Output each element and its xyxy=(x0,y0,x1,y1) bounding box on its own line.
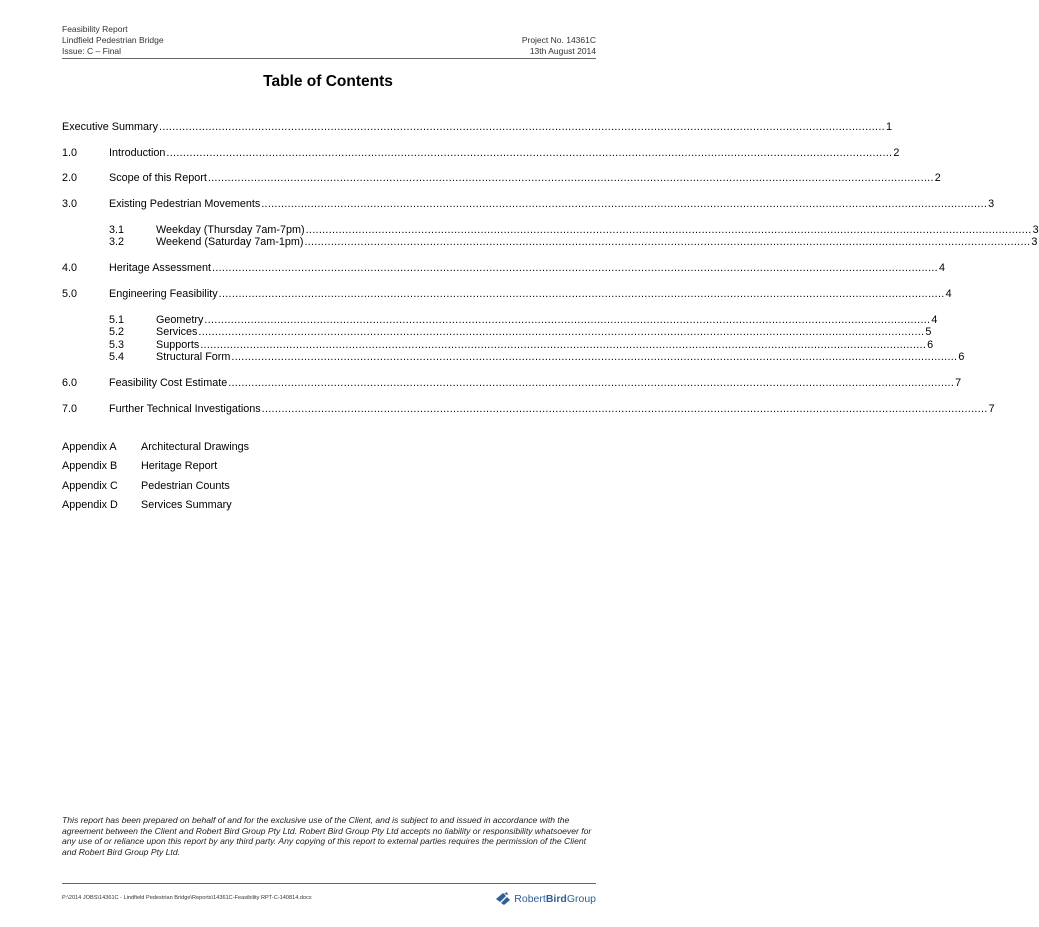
toc-section-number: 6.0 xyxy=(62,377,78,389)
toc-entry[interactable] xyxy=(62,403,995,416)
toc-section-number: 2.0 xyxy=(62,172,78,184)
toc-page-number: 6 xyxy=(958,351,965,363)
appendix-id: Appendix D xyxy=(62,499,118,511)
toc-entry-title: Structural Form xyxy=(156,351,231,363)
toc-dot-leader: ............................................................................................................................................................................................................................ xyxy=(166,147,893,159)
header-issue: Issue: C – Final xyxy=(62,46,122,56)
toc-entry[interactable] xyxy=(62,121,892,134)
appendix-title: Architectural Drawings xyxy=(141,441,250,453)
toc-entry[interactable] xyxy=(62,147,900,160)
header-right xyxy=(522,35,596,57)
toc-page-number: 3 xyxy=(988,198,995,210)
header-report-type: Feasibility Report xyxy=(62,24,128,34)
toc-entry-title: Scope of this Report xyxy=(109,172,207,184)
header-divider xyxy=(62,58,596,59)
toc-dot-leader: ............................................................................................................................................................................................................................ xyxy=(159,121,885,133)
toc-entry-title: Geometry xyxy=(156,314,204,326)
toc-entry[interactable] xyxy=(62,377,962,390)
toc-page-number: 5 xyxy=(925,326,932,338)
toc-entry[interactable] xyxy=(62,326,932,339)
header-project-name: Lindfield Pedestrian Bridge xyxy=(62,35,164,45)
toc-subsection-number: 3.1 xyxy=(109,224,125,236)
header-project-number: Project No. 14361C xyxy=(521,35,596,45)
toc-entry-title: Services xyxy=(156,326,198,338)
toc-dot-leader: ............................................................................................................................................................................................................................ xyxy=(228,377,955,389)
header-left xyxy=(62,24,164,57)
toc-entry[interactable] xyxy=(62,236,1038,249)
toc-subsection-number: 5.1 xyxy=(109,314,125,326)
toc-section-number: 5.0 xyxy=(62,288,78,300)
logo-word-bird: Bird xyxy=(545,893,567,905)
toc-entry[interactable] xyxy=(62,288,952,301)
toc-dot-leader: ............................................................................................................................................................................................................................ xyxy=(305,224,1032,236)
appendix-title: Heritage Report xyxy=(141,460,218,472)
toc-page-number: 4 xyxy=(945,288,952,300)
toc-page-number: 2 xyxy=(893,147,900,159)
disclaimer-text: This report has been prepared on behalf of and for the exclusive use of the Client, and is subject to and issued in accordance with the agreement between the Client and Robert Bird Group Pty Ltd. Robert Bird Group Pty Ltd accepts no liability or responsibility whatsoever for any use of or reliance upon this report by any third party. Any copying of this report to external parties requires the permission of the Client and Robert Bird Group Pty Ltd. xyxy=(62,815,592,857)
company-logo xyxy=(495,892,596,906)
toc-page-number: 2 xyxy=(934,172,941,184)
toc-entry-title: Feasibility Cost Estimate xyxy=(109,377,228,389)
toc-entry-title: Executive Summary xyxy=(62,121,159,133)
toc-entry-line xyxy=(109,198,995,211)
appendix-id: Appendix A xyxy=(62,441,117,453)
toc-entry-title: Weekend (Saturday 7am-1pm) xyxy=(156,236,304,248)
toc-entry-title: Engineering Feasibility xyxy=(109,288,218,300)
appendix-id: Appendix C xyxy=(62,480,118,492)
toc-entry-line xyxy=(109,262,945,275)
toc-section-number: 3.0 xyxy=(62,198,78,210)
toc-entry-line xyxy=(156,326,932,339)
toc-entry-line xyxy=(156,236,1038,249)
footer-file-path: P:\2014 JOBS\14361C - Lindfield Pedestrian Bridge\Reports\14361C-Feasibility RPT-C-140814.docx xyxy=(62,895,312,901)
appendix-title: Pedestrian Counts xyxy=(141,480,230,492)
toc-entry[interactable] xyxy=(62,198,995,211)
toc-entry-title: Heritage Assessment xyxy=(109,262,212,274)
toc-entry-line xyxy=(109,288,952,301)
toc-entry-line xyxy=(156,351,965,364)
toc-subsection-number: 3.2 xyxy=(109,236,125,248)
toc-section-number: 7.0 xyxy=(62,403,78,415)
toc-dot-leader: ............................................................................................................................................................................................................................ xyxy=(212,262,938,274)
toc-page-number: 7 xyxy=(988,403,995,415)
toc-entry-title: Supports xyxy=(156,339,200,351)
toc-entry[interactable] xyxy=(62,351,965,364)
header-date: 13th August 2014 xyxy=(529,46,596,56)
toc-dot-leader: ............................................................................................................................................................................................................................ xyxy=(304,236,1031,248)
toc-page-number: 3 xyxy=(1031,236,1038,248)
toc-entry-title: Introduction xyxy=(109,147,166,159)
toc-entry-line xyxy=(109,377,962,390)
toc-dot-leader: ............................................................................................................................................................................................................................ xyxy=(231,351,958,363)
toc-dot-leader: ............................................................................................................................................................................................................................ xyxy=(207,172,934,184)
toc-subsection-number: 5.4 xyxy=(109,351,125,363)
toc-page-number: 4 xyxy=(938,262,945,274)
toc-entry-line xyxy=(62,121,892,134)
toc-entry-title: Weekday (Thursday 7am-7pm) xyxy=(156,224,305,236)
toc-dot-leader: ............................................................................................................................................................................................................................ xyxy=(261,198,988,210)
logo-word-group: Group xyxy=(566,893,596,905)
toc-entry[interactable] xyxy=(62,172,941,185)
toc-page-number: 7 xyxy=(955,377,962,389)
bird-logo-icon xyxy=(495,892,511,906)
toc-dot-leader: ............................................................................................................................................................................................................................ xyxy=(261,403,988,415)
toc-section-number: 4.0 xyxy=(62,262,78,274)
toc-entry[interactable] xyxy=(62,262,945,275)
footer-divider xyxy=(62,883,596,884)
toc-page-number: 1 xyxy=(885,121,892,133)
toc-entry-line xyxy=(109,403,995,416)
toc-page-number: 4 xyxy=(931,314,938,326)
appendix-id: Appendix B xyxy=(62,460,118,472)
page-title: Table of Contents xyxy=(263,73,393,90)
toc-dot-leader: ............................................................................................................................................................................................................................ xyxy=(218,288,945,300)
logo-wordmark xyxy=(514,893,596,905)
appendix-title: Services Summary xyxy=(141,499,232,511)
toc-entry-title: Existing Pedestrian Movements xyxy=(109,198,261,210)
toc-entry-line xyxy=(109,147,900,160)
toc-section-number: 1.0 xyxy=(62,147,78,159)
toc-subsection-number: 5.2 xyxy=(109,326,125,338)
toc-dot-leader: ............................................................................................................................................................................................................................ xyxy=(198,326,925,338)
toc-page-number: 3 xyxy=(1032,224,1039,236)
toc-entry-line xyxy=(109,172,941,185)
toc-dot-leader: ............................................................................................................................................................................................................................ xyxy=(200,339,927,351)
logo-word-robert: Robert xyxy=(514,893,546,905)
toc-dot-leader: ............................................................................................................................................................................................................................ xyxy=(204,314,931,326)
toc-page-number: 6 xyxy=(927,339,934,351)
toc-entry-title: Further Technical Investigations xyxy=(109,403,261,415)
toc-subsection-number: 5.3 xyxy=(109,339,125,351)
